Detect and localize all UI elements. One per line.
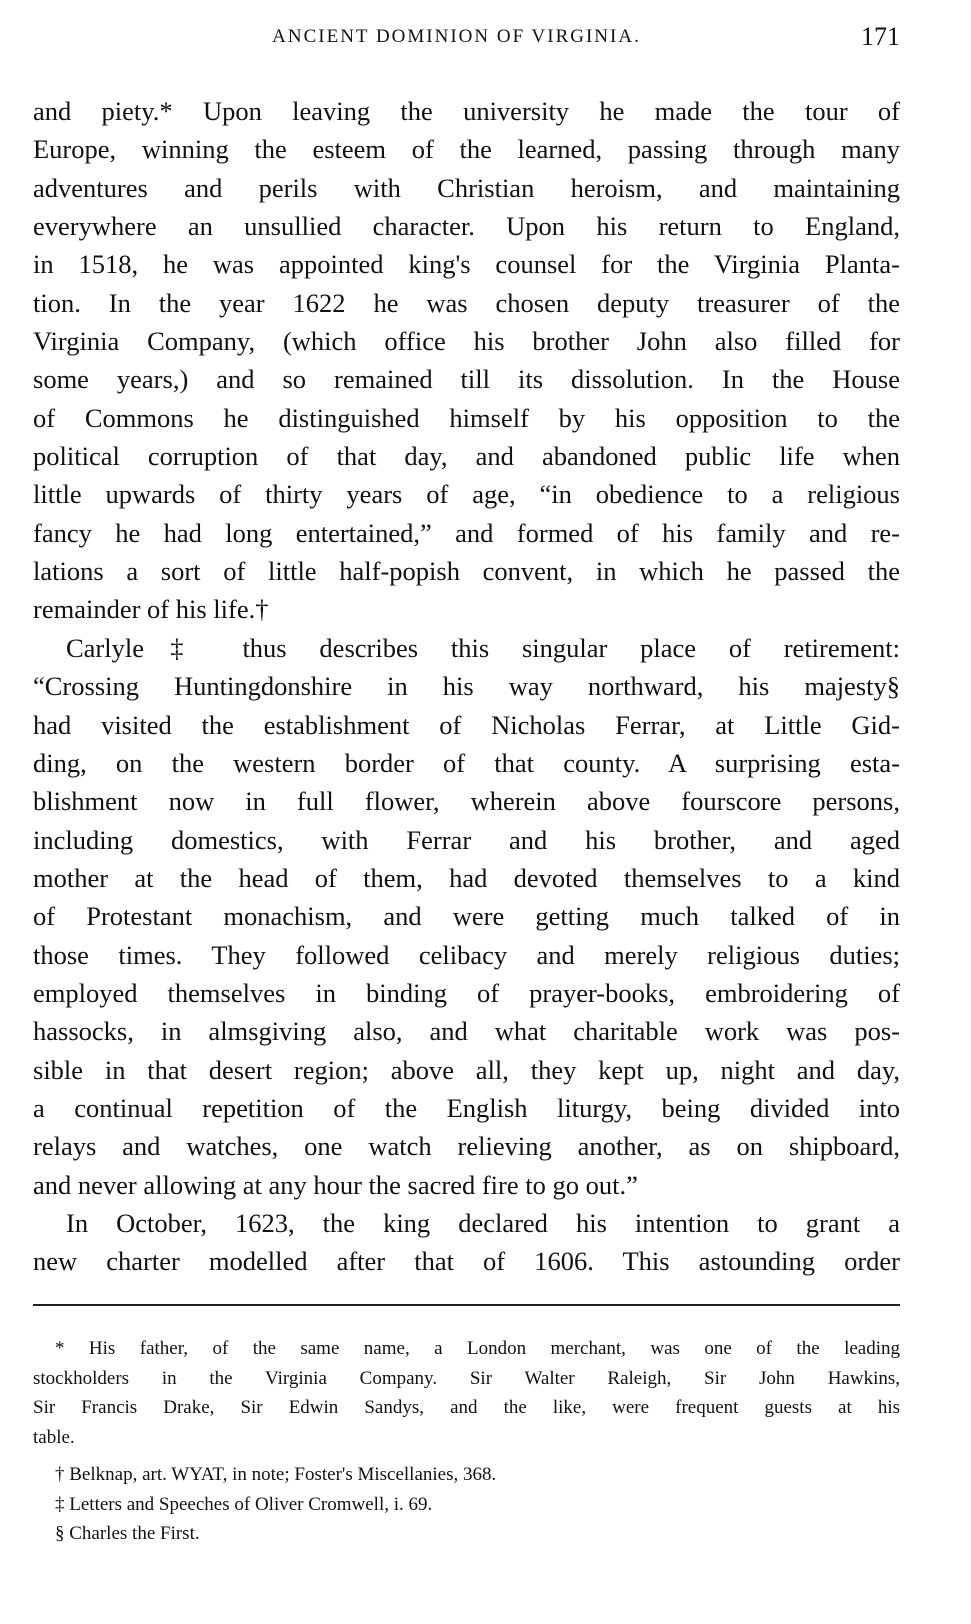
- body-text: [33, 92, 900, 1281]
- text-line: and never allowing at any hour the sacred fire to go out.”: [33, 1169, 638, 1200]
- text-line: some years,) and so remained till its dissolution. In the House: [33, 364, 900, 395]
- text-line: ding, on the western border of that county. A surprising esta-: [33, 747, 900, 778]
- text-line: political corruption of that day, and abandoned public life when: [33, 441, 900, 472]
- text-line: in 1518, he was appointed king's counsel for the Virginia Planta-: [33, 249, 900, 280]
- text-line: of Protestant monachism, and were getting much talked of in: [33, 901, 900, 932]
- text-line: a continual repetition of the English liturgy, being divided into: [33, 1092, 900, 1123]
- text-line: blishment now in full flower, wherein above fourscore persons,: [33, 786, 900, 817]
- text-line: sible in that desert region; above all, they kept up, night and day,: [33, 1054, 900, 1085]
- text-line: hassocks, in almsgiving also, and what charitable work was pos-: [33, 1016, 900, 1047]
- text-line: Europe, winning the esteem of the learned, passing through many: [33, 134, 900, 165]
- text-line: tion. In the year 1622 he was chosen deputy treasurer of the: [33, 287, 900, 318]
- footnote-line: ‡ Letters and Speeches of Oliver Cromwell, i. 69.: [55, 1493, 433, 1515]
- text-line: lations a sort of little half-popish convent, in which he passed the: [33, 556, 900, 587]
- text-line: “Crossing Huntingdonshire in his way northward, his majesty§: [33, 671, 900, 702]
- footnote-line: table.: [33, 1426, 75, 1448]
- text-line: employed themselves in binding of prayer-books, embroidering of: [33, 977, 900, 1008]
- text-line: Virginia Company, (which office his brother John also filled for: [33, 326, 900, 357]
- text-line: of Commons he distinguished himself by his opposition to the: [33, 402, 900, 433]
- text-line: Carlyle‡ thus describes this singular place of retirement:: [66, 632, 900, 663]
- text-line: adventures and perils with Christian heroism, and maintaining: [33, 172, 900, 203]
- running-title: ANCIENT DOMINION OF VIRGINIA.: [272, 26, 641, 47]
- footnote-line: § Charles the First.: [55, 1523, 200, 1544]
- page-number: 171: [861, 22, 900, 51]
- footnotes: [33, 1334, 900, 1549]
- text-line: In October, 1623, the king declared his intention to grant a: [66, 1207, 900, 1238]
- text-line: and piety.* Upon leaving the university he made the tour of: [33, 96, 900, 126]
- footnote-line: stockholders in the Virginia Company. Sir Walter Raleigh, Sir John Hawkins,: [33, 1367, 900, 1389]
- footnote-line: * His father, of the same name, a London merchant, was one of the leading: [55, 1338, 900, 1359]
- text-line: fancy he had long entertained,” and formed of his family and re-: [33, 517, 900, 548]
- text-line: relays and watches, one watch relieving another, as on shipboard,: [33, 1131, 900, 1162]
- text-line: everywhere an unsullied character. Upon his return to England,: [33, 211, 900, 242]
- text-line: mother at the head of them, had devoted themselves to a kind: [33, 862, 900, 893]
- text-line: had visited the establishment of Nicholas Ferrar, at Little Gid-: [33, 709, 900, 740]
- footnote-line: † Belknap, art. WYAT, in note; Foster's Miscellanies, 368.: [55, 1464, 497, 1485]
- text-line: remainder of his life.†: [33, 594, 269, 625]
- text-line: new charter modelled after that of 1606. This astounding order: [33, 1246, 900, 1277]
- text-line: including domestics, with Ferrar and his brother, and aged: [33, 824, 900, 855]
- footnote-line: Sir Francis Drake, Sir Edwin Sandys, and the like, were frequent guests at his: [33, 1397, 900, 1418]
- text-line: little upwards of thirty years of age, “in obedience to a religious: [33, 479, 900, 510]
- footnote-divider: [33, 1304, 900, 1306]
- page-header: [33, 22, 900, 54]
- text-line: those times. They followed celibacy and merely religious duties;: [33, 939, 900, 970]
